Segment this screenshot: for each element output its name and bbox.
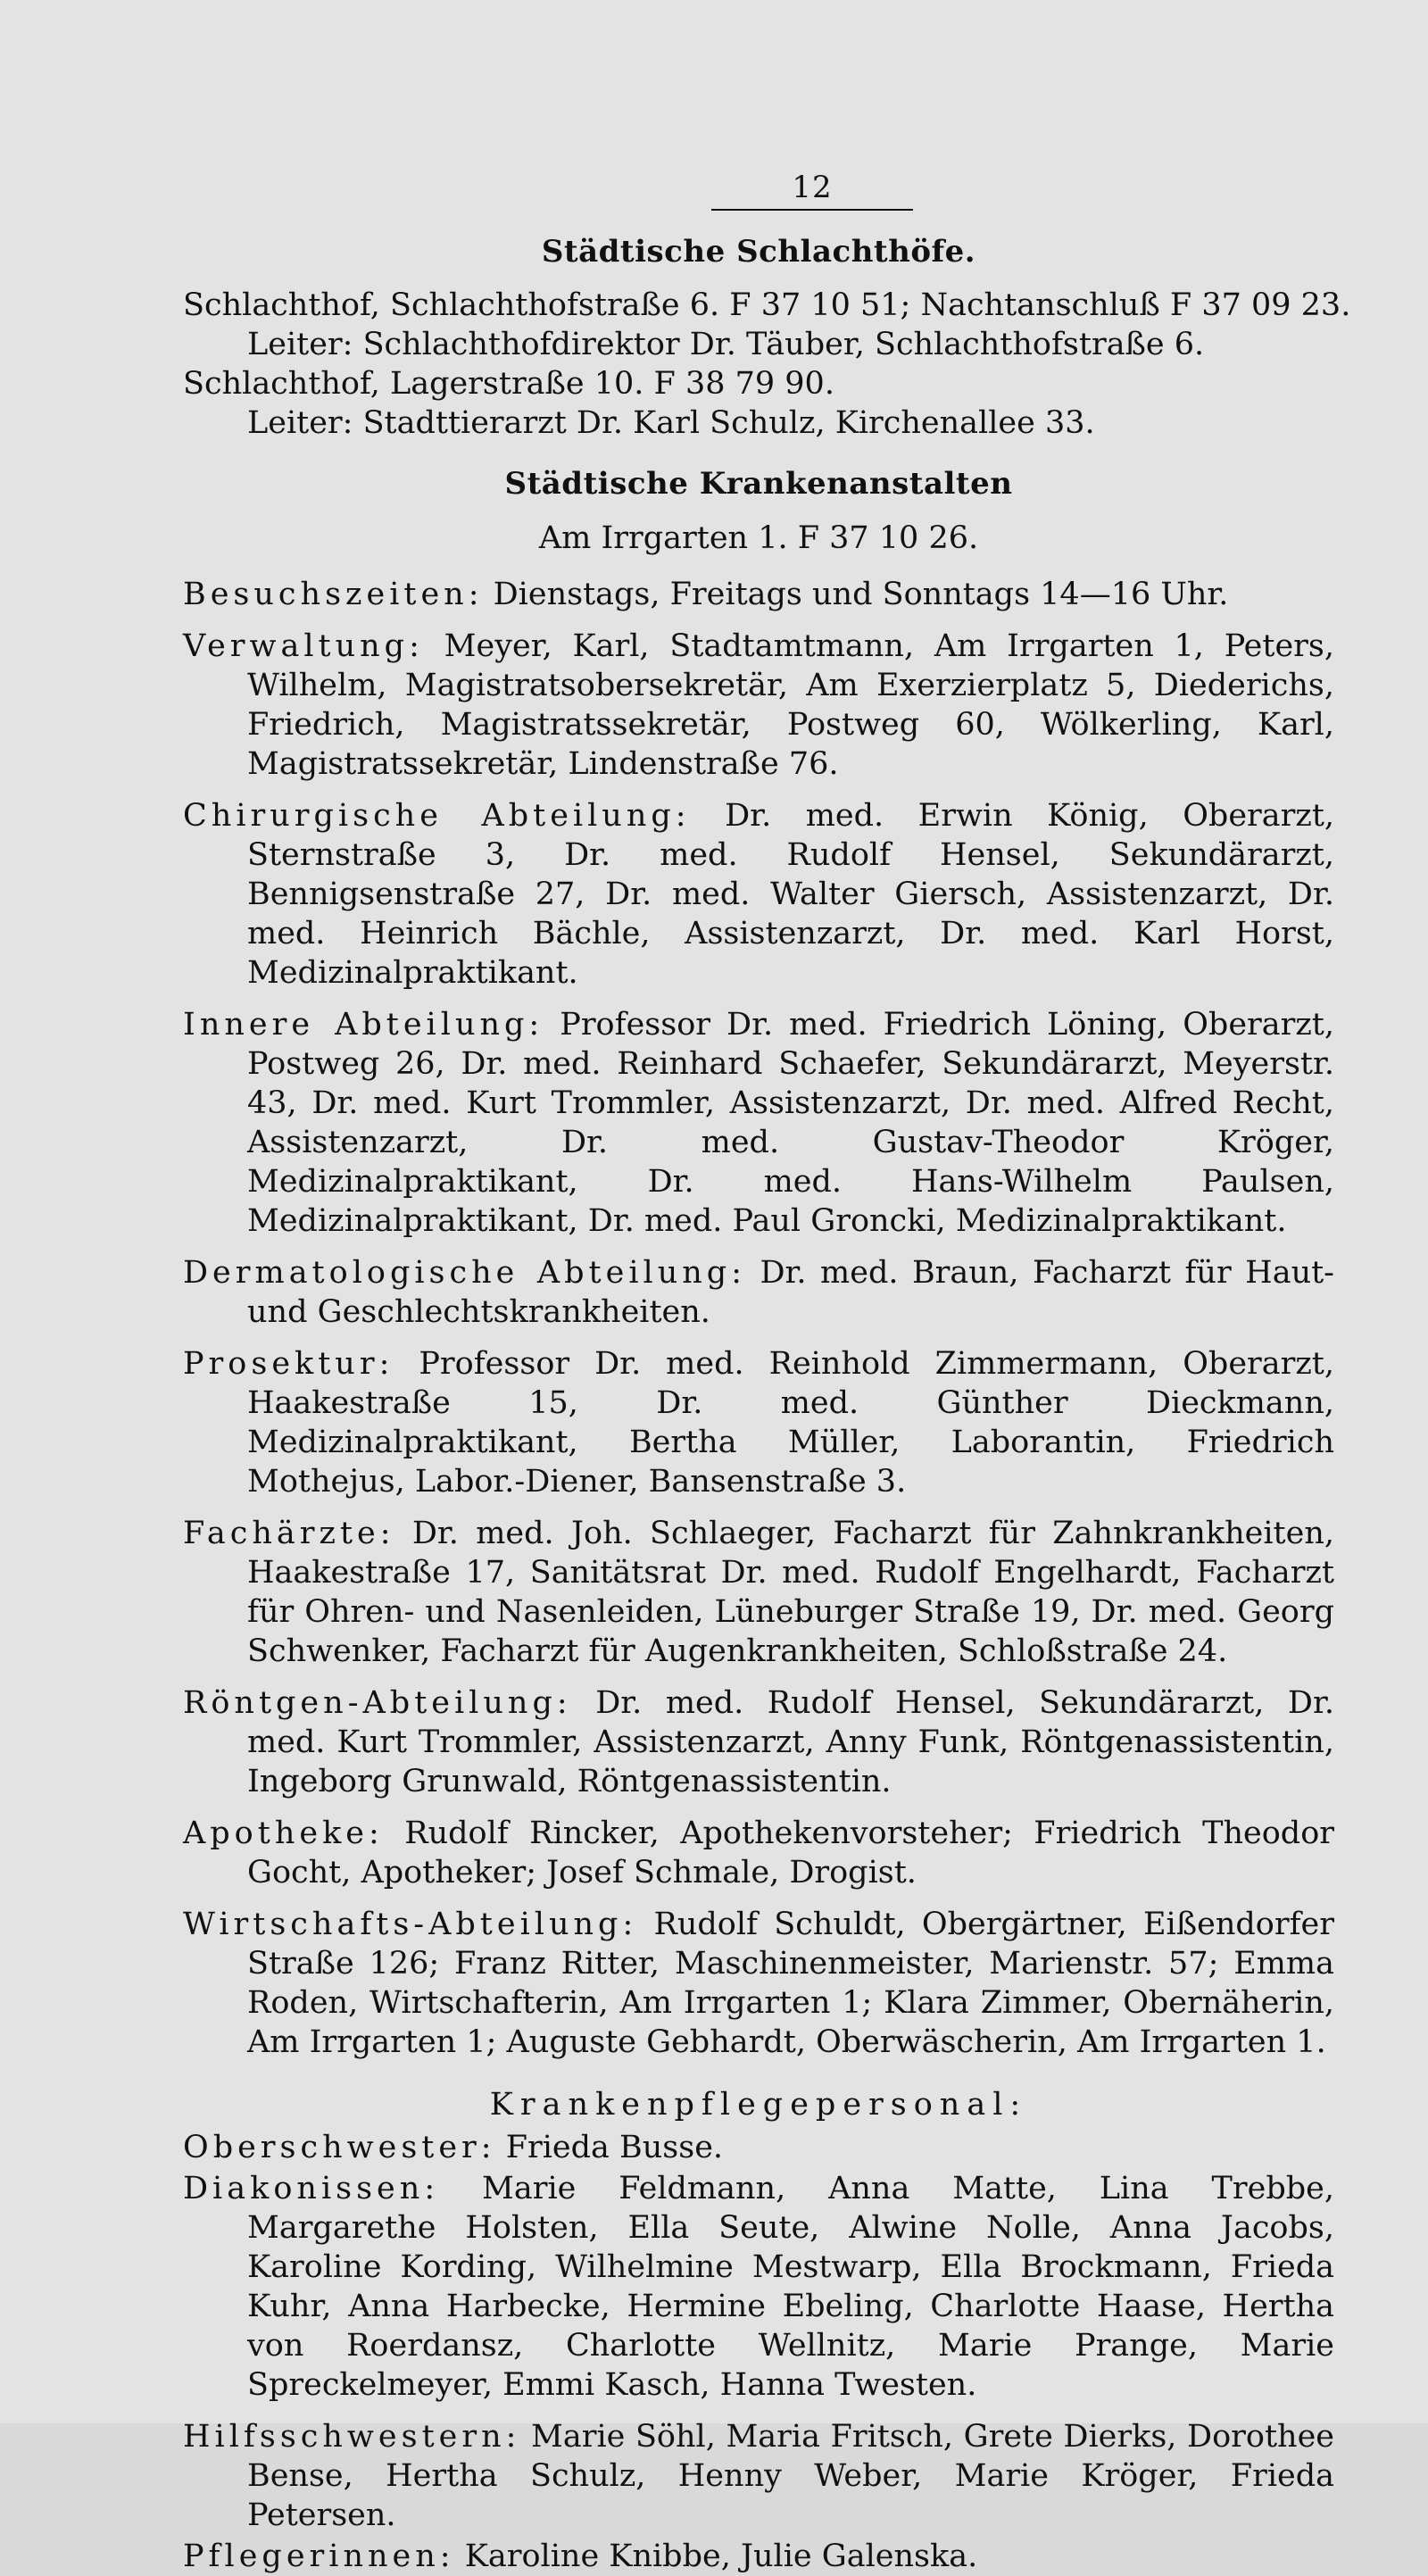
pharmacy-entry (183, 1814, 1334, 1892)
head-nurse-entry (183, 2128, 1334, 2167)
entry-text: Dienstags, Freitags und Sonntags 14—16 Uhr. (483, 577, 1229, 612)
entry-text: Dr. med. Braun, Facharzt für Haut- und Geschlechtskrankheiten. (247, 1255, 1334, 1330)
page-number-wrap (290, 170, 1334, 211)
entry-label: Wirtschafts-Abteilung: (183, 1907, 638, 1942)
economy-entry (183, 1905, 1334, 2062)
specialists-entry (183, 1514, 1334, 1671)
entry-label: Besuchszeiten: (183, 577, 484, 612)
internal-medicine-entry (183, 1005, 1334, 1241)
prosektur-entry (183, 1344, 1334, 1501)
auxiliary-nurses-entry (183, 2417, 1334, 2535)
carers-entry (183, 2537, 1334, 2576)
hospital-address: Am Irrgarten 1. F 37 10 26. (538, 520, 979, 556)
entry-label: Fachärzte: (183, 1516, 395, 1551)
entry-text: Frieda Busse. (495, 2130, 724, 2165)
entry-label: Dermatologische Abteilung: (183, 1255, 746, 1291)
slaughterhouse-2-line: Schlachthof, Lagerstraße 10. F 38 79 90. (183, 366, 834, 402)
entry-text: Karoline Knibbe, Julie Galenska. (454, 2539, 978, 2574)
entry-label: Röntgen-Abteilung: (183, 1685, 572, 1721)
page-content (183, 170, 1351, 2576)
entry-label: Diakonissen: (183, 2171, 440, 2206)
entry-label: Apotheke: (183, 1816, 384, 1851)
administration-entry (183, 627, 1334, 784)
section-title-hospitals: Städtische Krankenanstalten (504, 466, 1013, 502)
surgery-entry (183, 796, 1334, 993)
entry-text: Marie Feldmann, Anna Matte, Lina Trebbe, Margarethe Holsten, Ella Seute, Alwine Nolle, Anna Jacobs, Karoline Kording, Wilhelmine Mestwarp, Ella Brockmann, Frieda Kuhr, Anna Harbecke, Hermine Ebeling, Charlotte Haase, Hertha von Roerdansz, Charlotte Wellnitz, Marie Prange, Marie Spreckelmeyer, Emmi Kasch, Hanna Twesten. (247, 2171, 1334, 2403)
slaughterhouse-2-director: Leiter: Stadttierarzt Dr. Karl Schulz, Kirchenallee 33. (247, 405, 1095, 441)
deaconesses-entry (183, 2169, 1334, 2405)
entry-label: Chirurgische Abteilung: (183, 798, 691, 834)
entry-text: Professor Dr. med. Reinhold Zimmermann, Oberarzt, Haakestraße 15, Dr. med. Günther Dieckmann, Medizinalpraktikant, Bertha Müller, Laborantin, Friedrich Mothejus, Labor.-Diener, Bansenstraße 3. (247, 1346, 1334, 1500)
entry-text: Marie Söhl, Maria Fritsch, Grete Dierks, Dorothee Bense, Hertha Schulz, Henny Weber, Marie Kröger, Frieda Petersen. (247, 2419, 1334, 2533)
entry-label: Prosektur: (183, 1346, 394, 1382)
entry-text: Professor Dr. med. Friedrich Löning, Oberarzt, Postweg 26, Dr. med. Reinhard Schaefer, Sekundärarzt, Meyerstr. 43, Dr. med. Kurt Trommler, Assistenzarzt, Dr. med. Alfred Recht, Assistenzarzt, Dr. med. Gustav-Theodor Kröger, Medizinalpraktikant, Dr. med. Hans-Wilhelm Paulsen, Medizinalpraktikant, Dr. med. Paul Groncki, Medizinalpraktikant. (247, 1007, 1334, 1239)
entry-text: Meyer, Karl, Stadtamtmann, Am Irrgarten 1, Peters, Wilhelm, Magistratsobersekretär, Am Exerzierplatz 5, Diederichs, Friedrich, Magistratssekretär, Postweg 60, Wölkerling, Karl, Magistratssekretär, Lindenstraße 76. (247, 628, 1334, 782)
entry-label: Pflegerinnen: (183, 2539, 455, 2574)
entry-label: Innere Abteilung: (183, 1007, 544, 1043)
slaughterhouse-1-director: Leiter: Schlachthofdirektor Dr. Täuber, Schlachthofstraße 6. (247, 327, 1205, 362)
dermatology-entry (183, 1253, 1334, 1332)
entry-text: Dr. med. Rudolf Hensel, Sekundärarzt, Dr. med. Kurt Trommler, Assistenzarzt, Anny Funk, Röntgenassistentin, Ingeborg Grunwald, Röntgenassistentin. (247, 1685, 1334, 1799)
entry-label: Oberschwester: (183, 2130, 496, 2165)
xray-entry (183, 1683, 1334, 1801)
entry-text: Rudolf Schuldt, Obergärtner, Eißendorfer Straße 126; Franz Ritter, Maschinenmeister, Marienstr. 57; Emma Roden, Wirtschafterin, Am Irrgarten 1; Klara Zimmer, Obernäherin, Am Irrgarten 1; Auguste Gebhardt, Oberwäscherin, Am Irrgarten 1. (247, 1907, 1334, 2060)
page-number: 12 (711, 170, 912, 211)
slaughterhouse-1-line: Schlachthof, Schlachthofstraße 6. F 37 10 51; Nachtanschluß F 37 09 23. (183, 287, 1351, 323)
nursing-staff-heading: Krankenpflegepersonal: (489, 2087, 1028, 2123)
visiting-hours-entry (183, 575, 1334, 614)
entry-label: Hilfsschwestern: (183, 2419, 521, 2455)
entry-label: Verwaltung: (183, 628, 424, 664)
entry-text: Dr. med. Erwin König, Oberarzt, Sternstraße 3, Dr. med. Rudolf Hensel, Sekundärarzt, Bennigsenstraße 27, Dr. med. Walter Giersch, Assistenzarzt, Dr. med. Heinrich Bächle, Assistenzarzt, Dr. med. Karl Horst, Medizinalpraktikant. (247, 798, 1335, 991)
entry-text: Dr. med. Joh. Schlaeger, Facharzt für Zahnkrankheiten, Haakestraße 17, Sanitätsrat Dr. med. Rudolf Engelhardt, Facharzt für Ohren- und Nasenleiden, Lüneburger Straße 19, Dr. med. Georg Schwenker, Facharzt für Augenkrankheiten, Schloßstraße 24. (247, 1516, 1334, 1669)
section-title-slaughterhouses: Städtische Schlachthöfe. (541, 234, 976, 270)
entry-text: Rudolf Rincker, Apothekenvorsteher; Friedrich Theodor Gocht, Apotheker; Josef Schmale, Drogist. (247, 1816, 1334, 1890)
